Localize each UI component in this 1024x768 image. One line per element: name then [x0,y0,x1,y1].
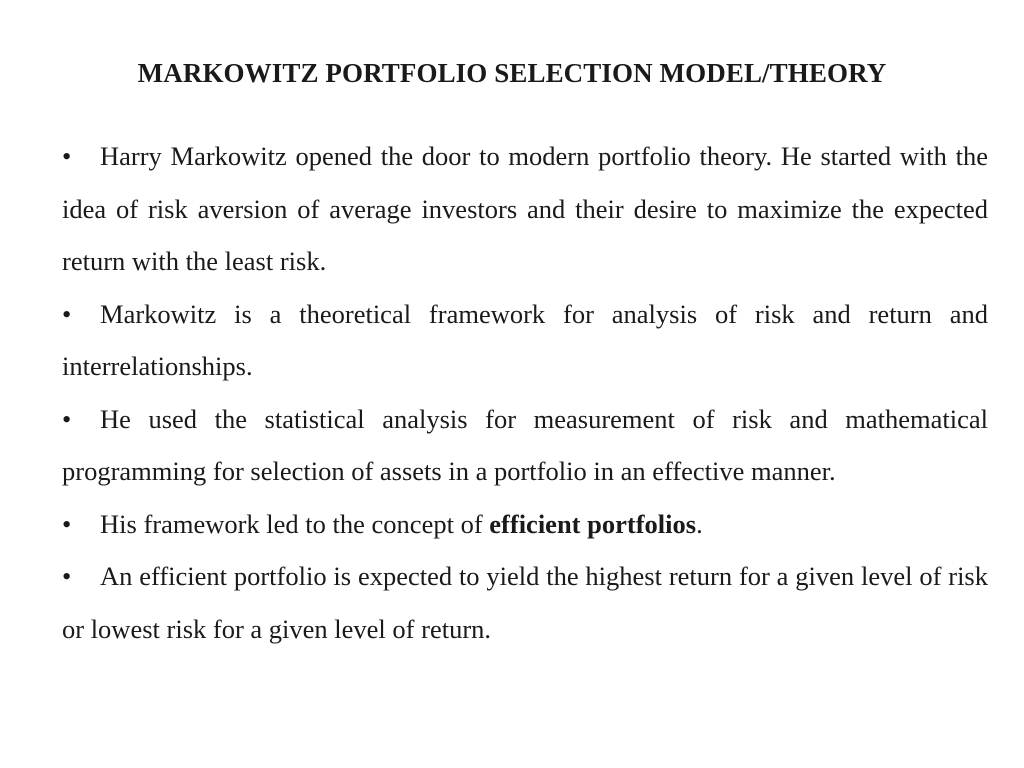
bullet-marker: • [62,561,72,591]
bullet-list [62,130,988,655]
bullet-item-1 [62,130,988,288]
bullet-item-2 [62,288,988,393]
bullet-marker: • [62,403,72,434]
bullet-marker: • [62,508,72,539]
bullet-text: Markowitz is a theoretical framework for analysis of risk and return and interrelationships. [62,298,988,381]
bullet-text-emphasis: efficient portfolios [489,508,697,539]
bullet-text: He used the statistical analysis for measurement of risk and mathematical programming for selection of assets in a portfolio in an effective manner. [62,403,988,486]
bullet-text-after: . [696,508,703,539]
bullet-item-5 [62,550,988,655]
bullet-text-before: His framework led to the concept of [100,508,490,539]
bullet-marker: • [62,141,72,171]
bullet-text: An efficient portfolio is expected to yield the highest return for a given level of risk or lowest risk for a given level of return. [62,561,988,644]
bullet-item-4 [62,498,988,551]
bullet-item-3 [62,393,988,498]
bullet-marker: • [62,298,72,329]
slide-title: MARKOWITZ PORTFOLIO SELECTION MODEL/THEORY [137,58,887,88]
bullet-text: Harry Markowitz opened the door to modern portfolio theory. He started with the idea of risk aversion of average investors and their desire to maximize the expected return with the least risk. [62,141,988,276]
